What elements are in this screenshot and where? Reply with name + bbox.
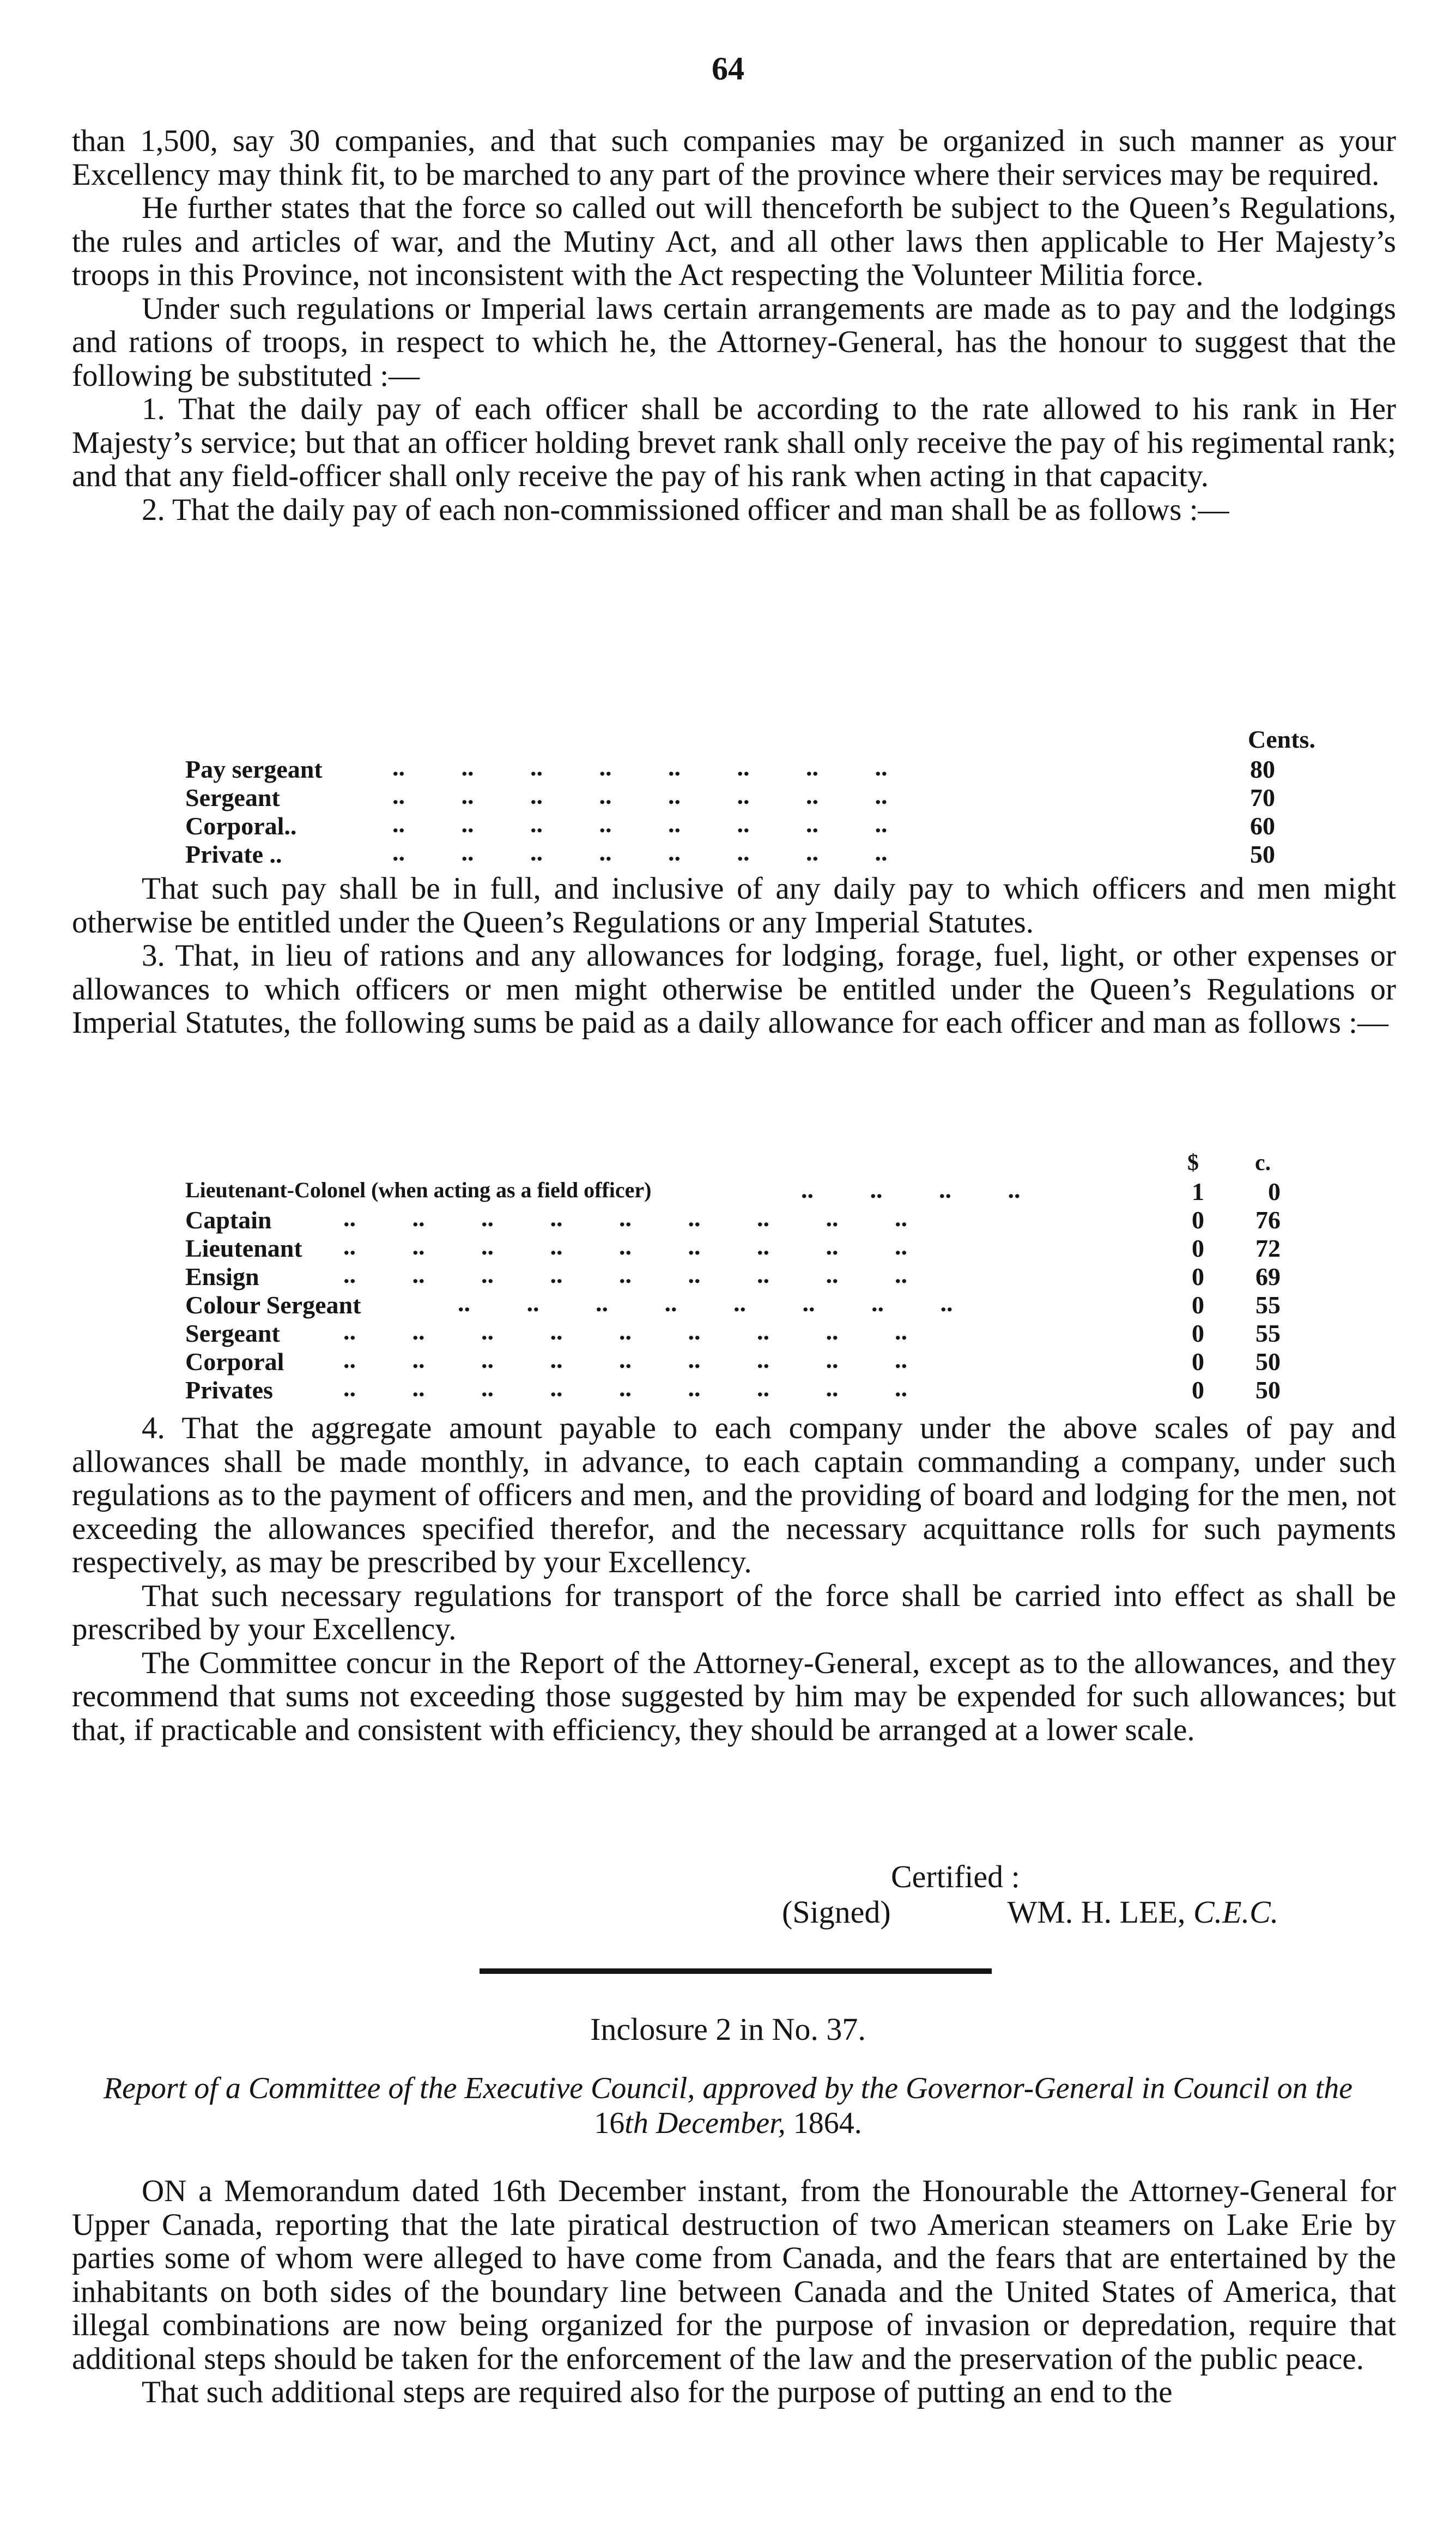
pay-row [185, 840, 1308, 868]
allowance-row [185, 1319, 1308, 1347]
report-date-month: th December, [624, 2106, 786, 2140]
cent-value: 69 [1255, 1263, 1281, 1290]
paragraph-item-4: 4. That the aggregate amount payable to each company under the above scales of pay and allowances shall be made monthly, in advance, to each captain commanding a company, under such regulations as to the payment of officers and men, and the providing of board and lodging for the men, not exceeding the allowances specified therefor, and the necessary acquittance rolls for such payments respectively, as may be prescribed by your Excellency. [72, 1411, 1396, 1579]
signature-line [782, 1894, 1278, 1930]
allowance-row [185, 1375, 1308, 1404]
pay-value: 50 [1250, 840, 1275, 868]
allowance-row [185, 1347, 1308, 1375]
paragraph-item-2: 2. That the daily pay of each non-commissioned officer and man shall be as follows :— [142, 492, 1229, 527]
dollar-value: 0 [1192, 1234, 1204, 1262]
allowance-row [185, 1205, 1308, 1234]
signed-label: (Signed) [782, 1894, 891, 1930]
pay-value: 70 [1250, 784, 1275, 811]
cent-value: 50 [1255, 1348, 1281, 1375]
allowance-table [185, 1177, 1308, 1404]
pay-value: 60 [1250, 812, 1275, 840]
cent-value: 76 [1255, 1206, 1281, 1234]
report-date-day: 16 [594, 2106, 625, 2140]
body-section-2 [72, 872, 1396, 1040]
cent-value: 0 [1268, 1178, 1281, 1205]
body-section-1 [72, 124, 1396, 526]
report-title [98, 2071, 1358, 2141]
cent-value: 72 [1255, 1234, 1281, 1262]
allowance-dollar-header: $ [1187, 1150, 1199, 1175]
section-divider [480, 1968, 992, 1974]
paragraph-transport: That such necessary regulations for transport of the force shall be carried into effect as shall be prescribed by your Excellency. [72, 1578, 1396, 1646]
cent-value: 55 [1255, 1291, 1281, 1319]
dot-leader: .. .. .. .. .. .. .. .. .. [343, 1204, 907, 1232]
paragraph-committee-concur: The Committee concur in the Report of the Attorney-General, except as to the allowances, and they recommend that sums not exceeding those suggested by him may be expended for such allowances; but that, if practicable and consistent with efficiency, they should be arranged at a lower scale. [72, 1645, 1396, 1747]
pay-table-header: Cents. [1248, 725, 1315, 753]
pay-row [185, 783, 1308, 811]
rank-label: Colour Sergeant [185, 1291, 361, 1319]
rank-label: Sergeant [185, 784, 280, 811]
paragraph-additional-steps: That such additional steps are required also for the purpose of putting an end to the [142, 2375, 1173, 2409]
allowance-row [185, 1234, 1308, 1262]
rank-label: Private .. [185, 840, 282, 868]
body-section-4 [72, 2174, 1396, 2409]
dot-leader: .. .. .. .. .. .. .. .. [392, 810, 888, 838]
cent-value: 55 [1255, 1319, 1281, 1347]
rank-label: Lieutenant-Colonel (when acting as a field officer) [185, 1178, 652, 1202]
signatory-title: C.E.C. [1193, 1894, 1279, 1930]
pay-row [185, 811, 1308, 840]
dot-leader: .. .. .. .. .. .. .. .. [392, 753, 888, 781]
rank-label: Corporal.. [185, 812, 297, 840]
page-number: 64 [712, 51, 744, 87]
dot-leader: .. .. .. .. .. .. .. .. .. [343, 1346, 907, 1373]
dollar-value: 0 [1192, 1348, 1204, 1375]
paragraph-item-1: 1. That the daily pay of each officer shall be according to the rate allowed to his rank in Her Majesty’s service; but that an officer holding brevet rank shall only receive the pay of his regimental rank; and that any field-officer shall only receive the pay of his rank when acting in that capacity. [72, 392, 1396, 493]
allowance-row [185, 1290, 1308, 1319]
rank-label: Sergeant [185, 1319, 280, 1347]
pay-value: 80 [1250, 755, 1275, 783]
pay-row [185, 755, 1308, 783]
rank-label: Lieutenant [185, 1234, 302, 1262]
rank-label: Captain [185, 1206, 272, 1234]
dollar-value: 0 [1192, 1206, 1204, 1234]
dot-leader: .. .. .. .. .. .. .. .. .. [343, 1261, 907, 1288]
dollar-value: 0 [1192, 1376, 1204, 1404]
paragraph-item-3: 3. That, in lieu of rations and any allowances for lodging, forage, fuel, light, or other expenses or allowances to which officers or men might otherwise be entitled under the Queen’s Regulations or Imperial Statutes, the following sums be paid as a daily allowance for each officer and man as follows :— [72, 938, 1396, 1040]
paragraph-continuation: than 1,500, say 30 companies, and that such companies may be organized in such manner as your Excellency may think fit, to be marched to any part of the province where their services may be required. [72, 124, 1396, 192]
rank-label: Pay sergeant [185, 755, 323, 783]
dollar-value: 1 [1192, 1178, 1204, 1205]
report-title-text: Report of a Committee of the Executive Council, approved by the Governor-General in Council on the [103, 2071, 1353, 2105]
dot-leader: .. .. .. .. .. .. .. .. .. [343, 1317, 907, 1345]
paragraph-regulations: Under such regulations or Imperial laws certain arrangements are made as to pay and the lodgings and rations of troops, in respect to which he, the Attorney-General, has the honour to suggest that the following be substituted :— [72, 291, 1396, 393]
allowance-row [185, 1177, 1308, 1205]
paragraph-force-subject: He further states that the force so called out will thenceforth be subject to the Queen’s Regulations, the rules and articles of war, and the Mutiny Act, and all other laws then applicable to Her Majesty’s troops in this Province, not inconsistent with the Act respecting the Volunteer Militia force. [72, 191, 1396, 292]
signatory-name: WM. H. LEE, [1007, 1894, 1186, 1930]
paragraph-memorandum: ON a Memorandum dated 16th December instant, from the Honourable the Attorney-General for Upper Canada, reporting that the late piratical destruction of two American steamers on Lake Erie by parties some of whom were alleged to have come from Canada, and the fears that are entertained by the inhabitants on both sides of the boundary line between Canada and the United States of America, that illegal combinations are now being organized for the purpose of invasion or depredation, require that additional steps should be taken for the enforcement of the law and the preservation of the public peace. [72, 2174, 1396, 2376]
dot-leader: .. .. .. .. [801, 1175, 1021, 1203]
rank-label: Ensign [185, 1263, 259, 1290]
cent-value: 50 [1255, 1376, 1281, 1404]
certified-label: Certified : [891, 1859, 1020, 1894]
dollar-value: 0 [1192, 1263, 1204, 1290]
pay-table [185, 755, 1308, 868]
inclosure-heading: Inclosure 2 in No. 37. [590, 2011, 866, 2047]
body-section-3 [72, 1411, 1396, 1747]
allowance-cent-header: c. [1255, 1150, 1271, 1175]
dot-leader: .. .. .. .. .. .. .. .. [392, 781, 888, 809]
dot-leader: .. .. .. .. .. .. .. .. .. [343, 1374, 907, 1402]
dot-leader: .. .. .. .. .. .. .. .. [392, 838, 888, 866]
dollar-value: 0 [1192, 1319, 1204, 1347]
dollar-value: 0 [1192, 1291, 1204, 1319]
report-date-year: 1864. [793, 2106, 862, 2140]
dot-leader: .. .. .. .. .. .. .. .. [458, 1289, 953, 1317]
rank-label: Corporal [185, 1348, 284, 1375]
rank-label: Privates [185, 1376, 273, 1404]
paragraph-pay-in-full: That such pay shall be in full, and inclusive of any daily pay to which officers and men might otherwise be entitled under the Queen’s Regulations or any Imperial Statutes. [72, 871, 1396, 940]
dot-leader: .. .. .. .. .. .. .. .. .. [343, 1232, 907, 1260]
allowance-row [185, 1262, 1308, 1290]
